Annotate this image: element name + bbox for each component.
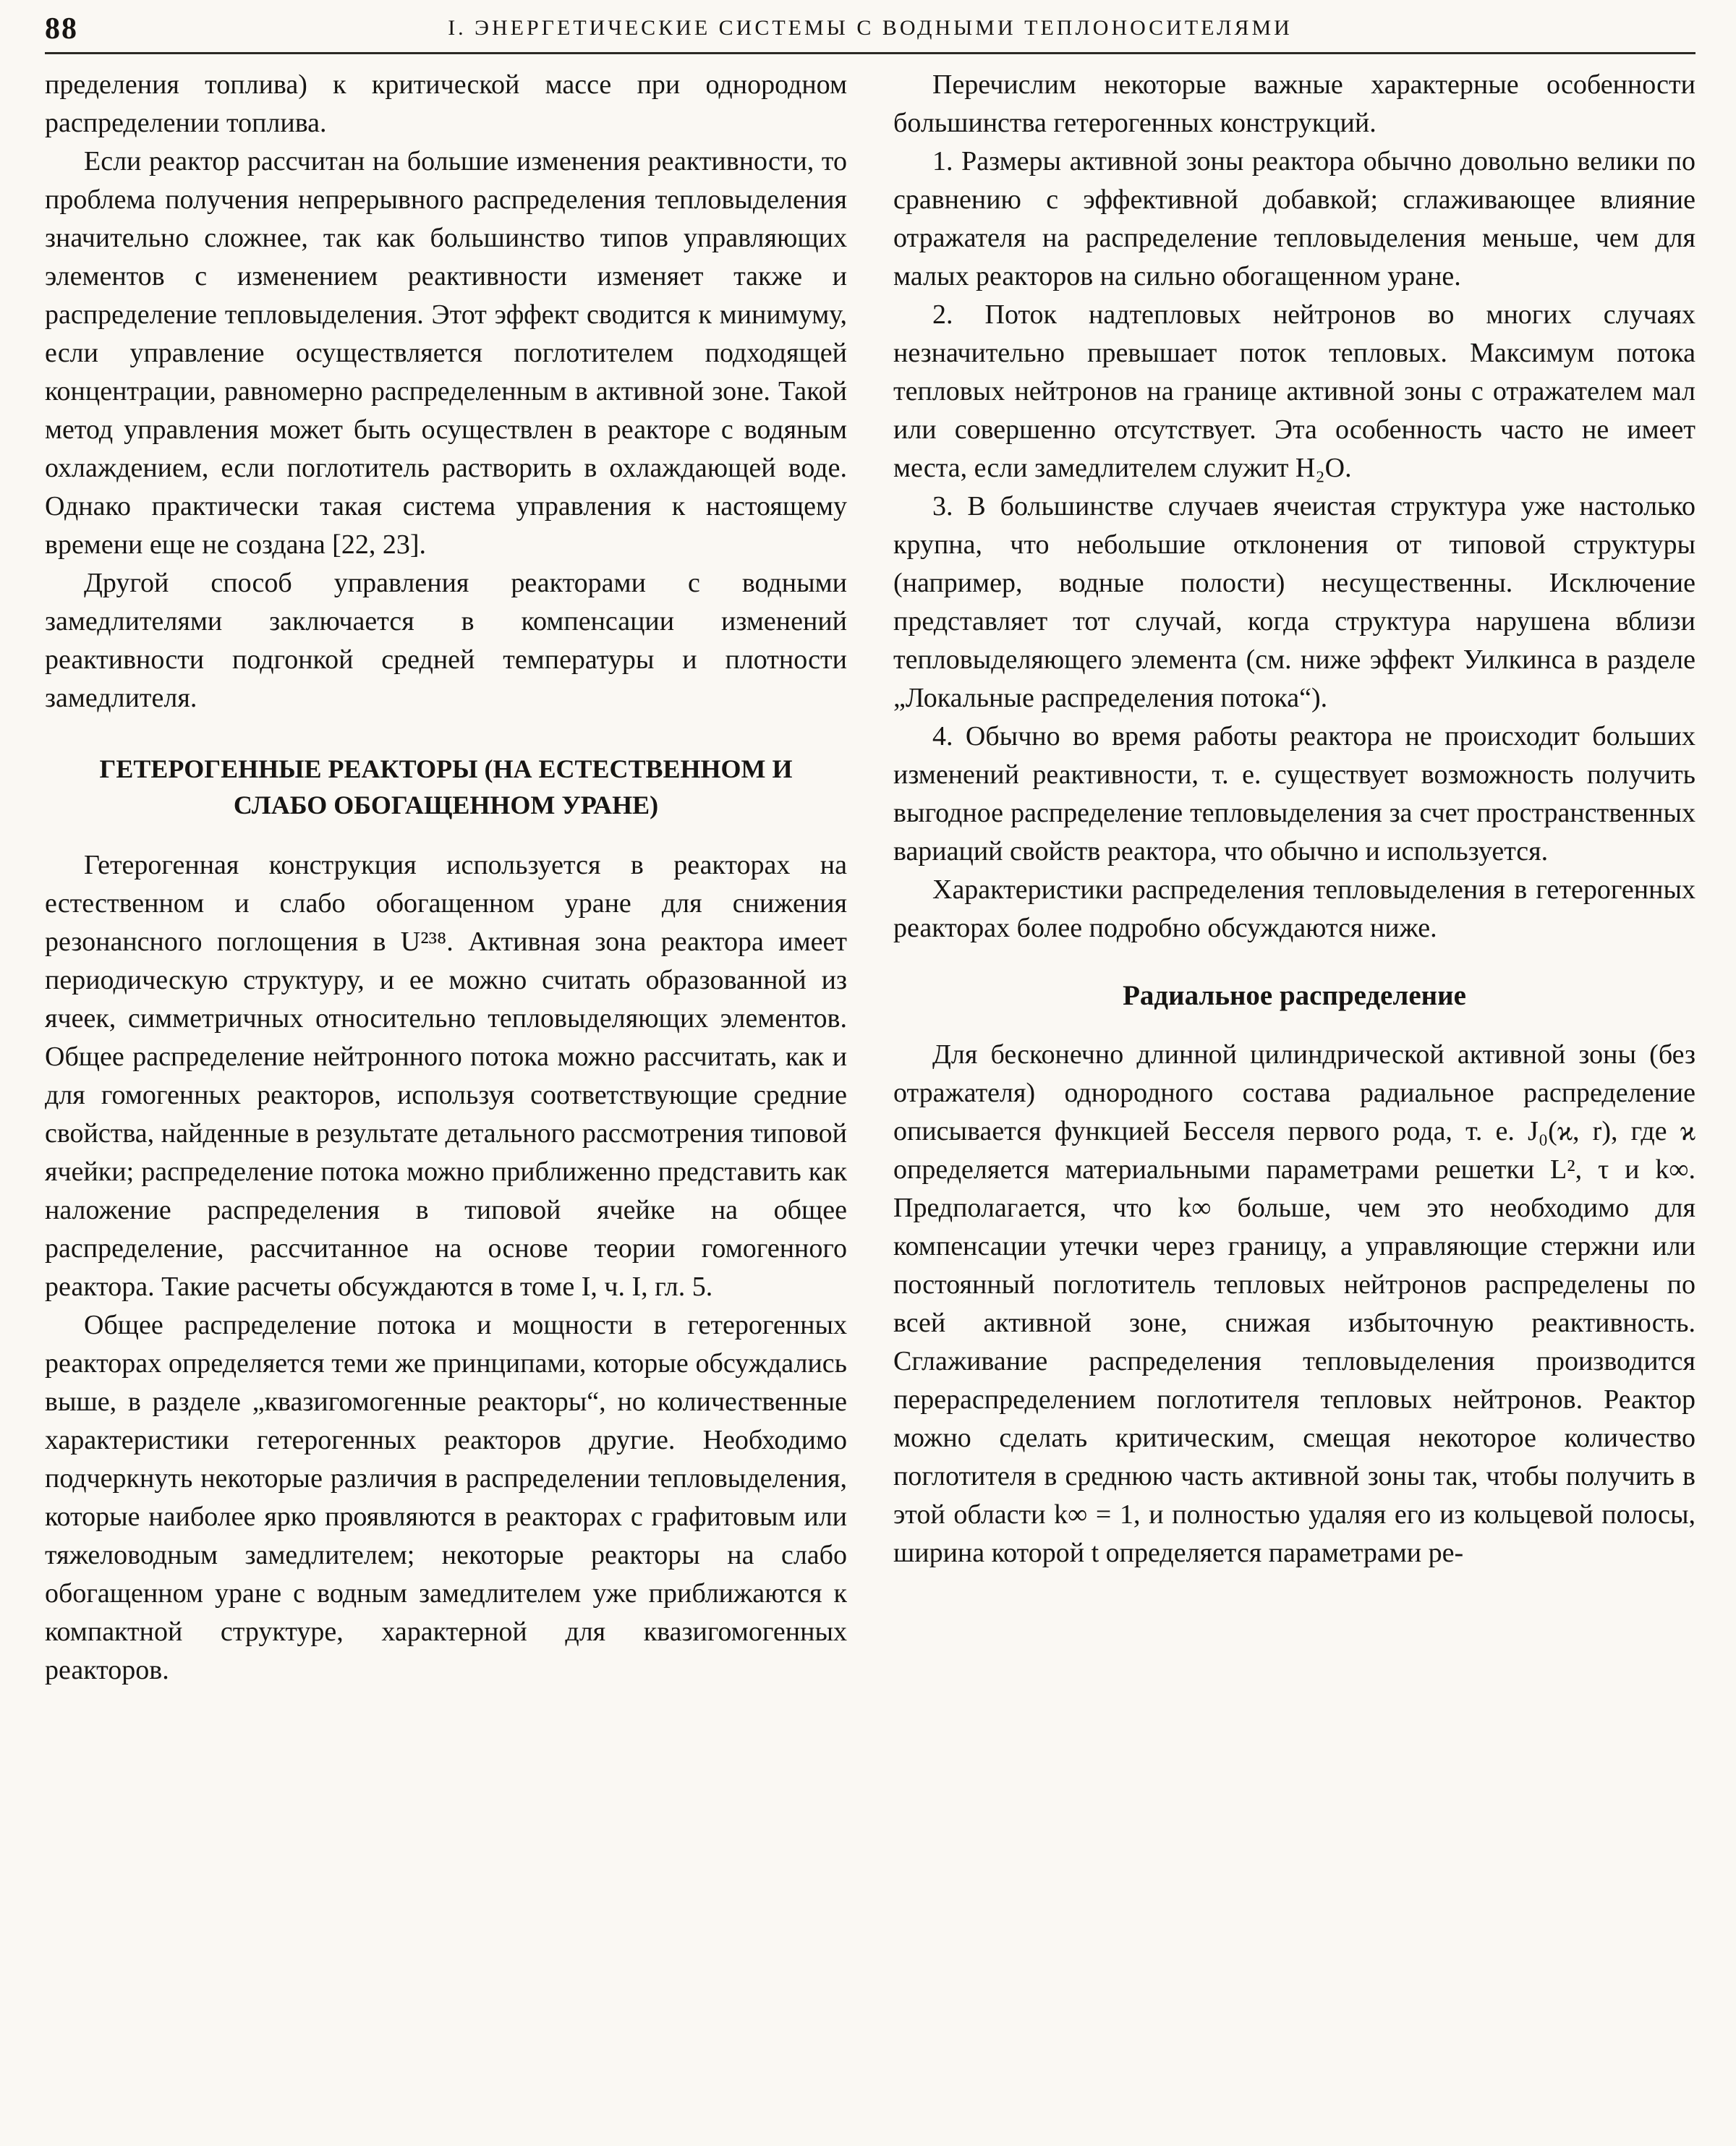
paragraph: Другой способ управления реакторами с водными замедлителями заключается в компенсации изменений реактивности подгонкой средней температуры и плотности замедлителя. (45, 568, 847, 713)
page-number: 88 (45, 12, 78, 46)
paragraph: Для бесконечно длинной цилиндрической активной зоны (без отражателя) однородного состава радиальное распределение описывается функцией Бесселя первого рода, т. е. J₀(ϰ, r), где ϰ определяется материальными параметрами решетки L², τ и k∞. Предполагается, что k∞ больше, чем это необходимо для компенсации утечки через границу, а управляющие стержни или постоянный поглотитель тепловых нейтронов распределены по всей активной зоне, снижая избыточную реактивность. Сглаживание распределения тепловыделения производится перераспределением поглотителя тепловых нейтронов. Реактор можно сделать критическим, смещая некоторое количество поглотителя в среднюю часть активной зоны так, чтобы получить в этой области k∞ = 1, и полностью удаляя его из кольцевой полосы, ширина которой t определяется параметрами ре- (893, 1039, 1695, 1568)
running-header: I. ЭНЕРГЕТИЧЕСКИЕ СИСТЕМЫ С ВОДНЫМИ ТЕПЛОНОСИТЕЛЯМИ (448, 16, 1293, 40)
paragraph: Если реактор рассчитан на большие изменения реактивности, то проблема получения непрерывного распределения тепловыделения значительно сложнее, так как большинство типов управляющих элементов с изменением реактивности изменяет также и распределение тепловыделения. Этот эффект сводится к минимуму, если управление осуществляется поглотителем подходящей концентрации, равномерно распределенным в активной зоне. Такой метод управления может быть осуществлен в реакторе с водяным охлаждением, если поглотитель растворить в охлаждающей воде. Однако практически такая система управления к настоящему времени еще не создана [22, 23]. (45, 146, 847, 560)
subsection-heading: Радиальное распределение (1123, 980, 1466, 1011)
paragraph: 3. В большинстве случаев ячеистая структура уже настолько крупна, что небольшие отклонения от типовой структуры (например, водные полости) несущественны. Исключение представляет тот случай, когда структура нарушена вблизи тепловыделяющего элемента (см. ниже эффект Уилкинса в разделе „Локальные распределения потока“). (893, 491, 1695, 713)
page-header (45, 12, 1695, 46)
paragraph: 4. Обычно во время работы реактора не происходит больших изменений реактивности, т. е. существует возможность получить выгодное распределение тепловыделения за счет пространственных вариаций свойств реактора, что обычно и используется. (893, 721, 1695, 867)
paragraph: Характеристики распределения тепловыделения в гетерогенных реакторах более подробно обсуждаются ниже. (893, 874, 1695, 943)
paragraph: пределения топлива) к критической массе при однородном распределении топлива. (45, 69, 847, 138)
paragraph: Перечислим некоторые важные характерные особенности большинства гетерогенных конструкций. (893, 69, 1695, 138)
text-columns (45, 66, 1695, 1690)
paragraph: Общее распределение потока и мощности в гетерогенных реакторах определяется теми же принципами, которые обсуждались выше, в разделе „квазигомогенные реакторы“, но количественные характеристики гетерогенных реакторов другие. Необходимо подчеркнуть некоторые различия в распределении тепловыделения, которые наиболее ярко проявляются в реакторах с графитовым или тяжеловодным замедлителем; некоторые реакторы на слабо обогащенном уране с водным замедлителем уже приближаются к компактной структуре, характерной для квазигомогенных реакторов. (45, 1310, 847, 1685)
paragraph: Гетерогенная конструкция используется в реакторах на естественном и слабо обогащенном уране для снижения резонансного поглощения в U²³⁸. Активная зона реактора имеет периодическую структуру, и ее можно считать образованной из ячеек, симметричных относительно тепловыделяющих элементов. Общее распределение нейтронного потока можно рассчитать, как и для гомогенных реакторов, используя соответствующие средние свойства, найденные в результате детального рассмотрения типовой ячейки; распределение потока можно приближенно представить как наложение распределения в типовой ячейке на общее распределение, рассчитанное на основе теории гомогенного реактора. Такие расчеты обсуждаются в томе I, ч. I, гл. 5. (45, 850, 847, 1302)
right-column (893, 66, 1695, 1690)
left-column (45, 66, 847, 1690)
paragraph: 2. Поток надтепловых нейтронов во многих случаях незначительно превышает поток тепловых. Максимум потока тепловых нейтронов на границе активной зоны с отражателем мал или совершенно отсутствует. Эта особенность часто не имеет места, если замедлителем служит H₂O. (893, 299, 1695, 483)
header-rule (45, 52, 1695, 54)
section-heading: ГЕТЕРОГЕННЫЕ РЕАКТОРЫ (НА ЕСТЕСТВЕННОМ И СЛАБО ОБОГАЩЕННОМ УРАНЕ) (99, 754, 793, 819)
paragraph: 1. Размеры активной зоны реактора обычно довольно велики по сравнению с эффективной добавкой; сглаживающее влияние отражателя на распределение тепловыделения меньше, чем для малых реакторов на сильно обогащенном уране. (893, 146, 1695, 291)
